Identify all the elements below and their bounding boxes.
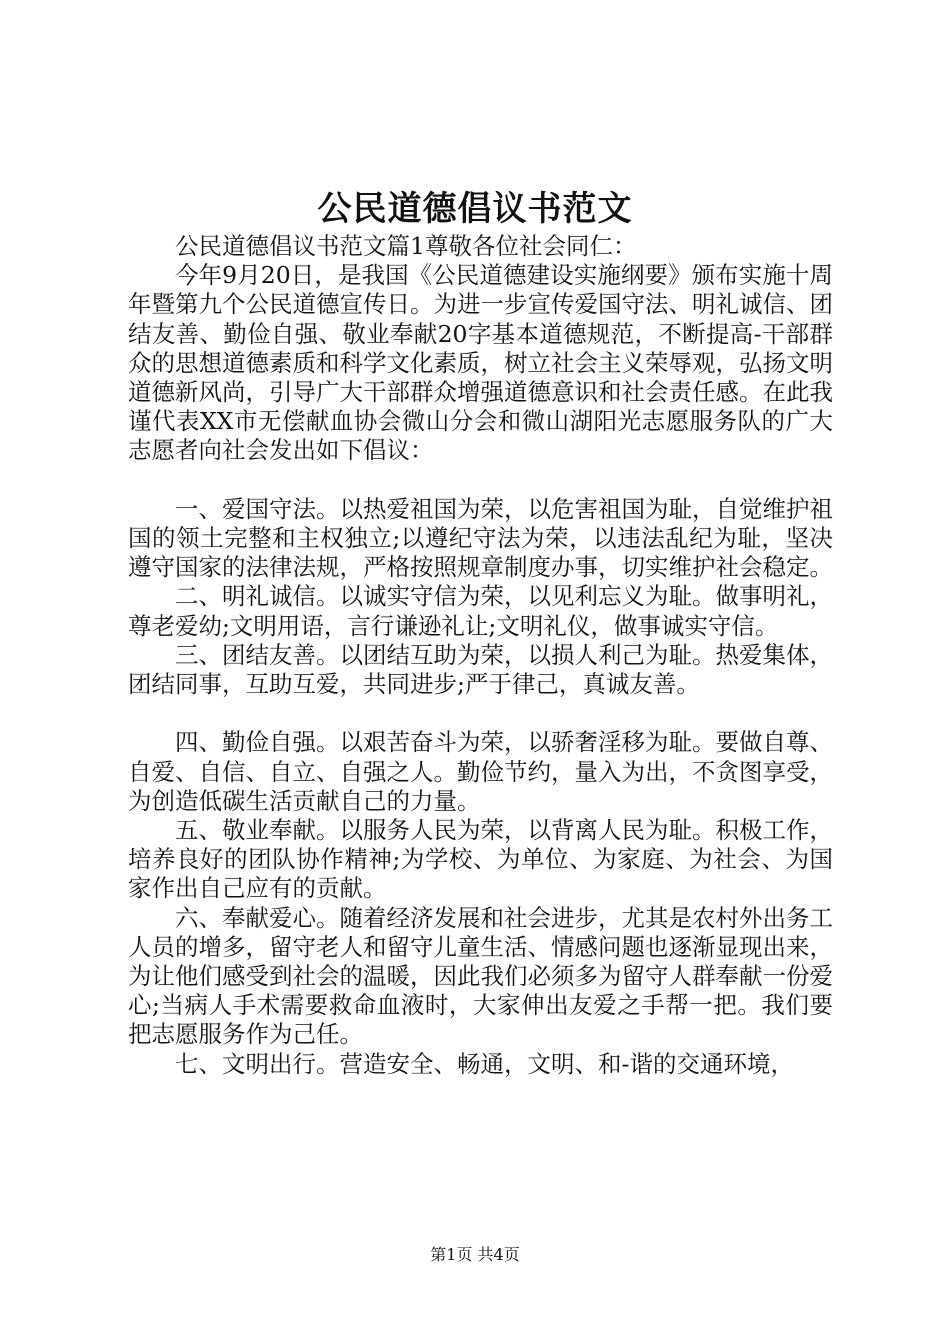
- paragraph-item-4: 四、勤俭自强。以艰苦奋斗为荣，以骄奢淫移为耻。要做自尊、自爱、自信、自立、自强之人。勤俭节约，量入为出，不贪图享受，为创造低碳生活贡献自己的力量。: [128, 728, 833, 815]
- paragraph-item-7: 七、文明出行。营造安全、畅通，文明、和-谐的交通环境，: [175, 1049, 794, 1078]
- paragraph-item-5: 五、敬业奉献。以服务人民为荣，以背离人民为耻。积极工作，培养良好的团队协作精神;为学校、为单位、为家庭、为社会、为国家作出自己应有的贡献。: [128, 816, 833, 903]
- paragraph-salutation: 公民道德倡议书范文篇1尊敬各位社会同仁：: [175, 232, 637, 260]
- document-title: 公民道德倡议书范文: [317, 189, 633, 229]
- paragraph-item-1: 一、爱国守法。以热爱祖国为荣，以危害祖国为耻，自觉维护祖国的领土完整和主权独立;以遵纪守法为荣，以违法乱纪为耻，坚决遵守国家的法律法规，严格按照规章制度办事，切实维护社会稳定。: [128, 494, 833, 582]
- paragraph-item-3: 三、团结友善。以团结互助为荣，以损人利己为耻。热爱集体，团结同事，互助互爱，共同进步;严于律己，真诚友善。: [128, 640, 833, 699]
- paragraph-item-2: 二、明礼诚信。以诚实守信为荣，以见利忘义为耻。做事明礼，尊老爱幼;文明用语，言行谦逊礼让;文明礼仪，做事诚实守信。: [128, 582, 833, 640]
- document-body: [128, 232, 833, 1079]
- paragraph-intro: 今年9月20日，是我国《公民道德建设实施纲要》颁布实施十周年暨第九个公民道德宣传日。为进一步宣传爱国守法、明礼诚信、团结友善、勤俭自强、敬业奉献20字基本道德规范，不断提高-干部群众的思想道德素质和科学文化素质，树立社会主义荣辱观，弘扬文明道德新风尚，引导广大干部群众增强道德意识和社会责任感。在此我谨代表XX市无偿献血协会微山分会和微山湖阳光志愿服务队的广大志愿者向社会发出如下倡议：: [128, 261, 833, 465]
- paragraph-item-6: 六、奉献爱心。随着经济发展和社会进步，尤其是农村外出务工人员的增多，留守老人和留守儿童生活、情感问题也逐渐显现出来，为让他们感受到社会的温暖，因此我们必须多为留守人群奉献一份爱心;当病人手术需要救命血液时，大家伸出友爱之手帮一把。我们要把志愿服务作为己任。: [128, 903, 833, 1049]
- page-footer: 第1页 共4页: [430, 1245, 520, 1264]
